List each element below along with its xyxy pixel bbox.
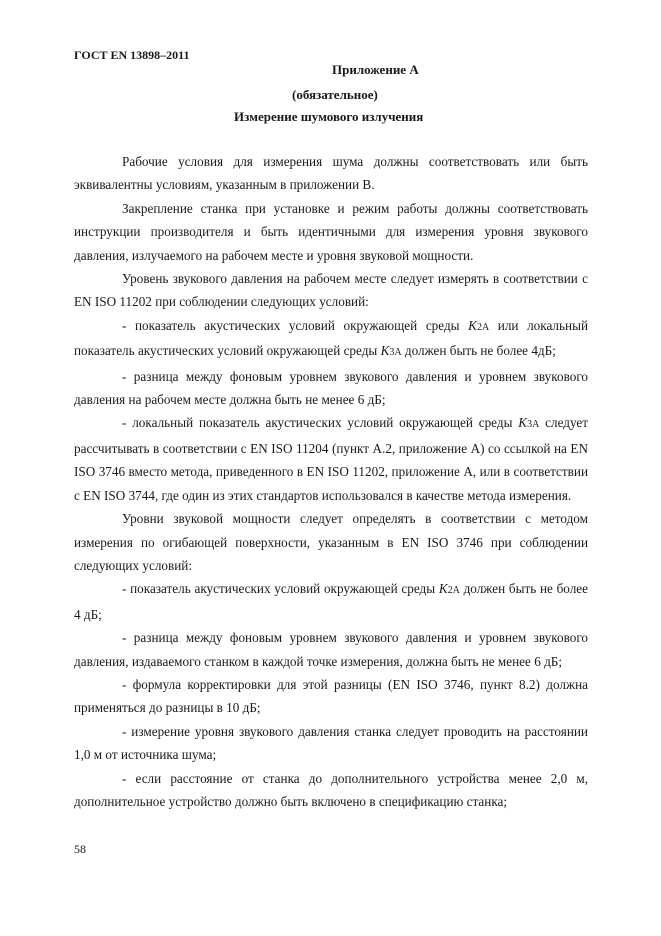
p4-text-pre: - показатель акустических условий окружающей среды: [122, 317, 469, 333]
p8-symbol-k: K: [438, 581, 448, 597]
p4-text-post: должен быть не более 4дБ;: [401, 343, 556, 359]
appendix-title: Приложение А: [332, 62, 419, 77]
p4-symbol-k: K: [468, 317, 477, 333]
paragraph-12: - если расстояние от станка до дополнительного устройства менее 2,0 м, дополнительное устройство должно быть включено в спецификацию станка;: [74, 770, 588, 809]
p4-symbol-k2: K: [380, 343, 390, 359]
paragraph-2: Закрепление станка при установке и режим работы должны соответствовать инструкции производителя и быть идентичными для измерения уровня звукового давления, излучаемого на рабочем месте и уровня звуковой мощности.: [74, 200, 588, 263]
paragraph-8: [74, 577, 588, 626]
paragraph-3: Уровень звукового давления на рабочем месте следует измерять в соответствии с EN ISO 11202 при соблюдении следующих условий:: [74, 271, 588, 310]
document-body: [74, 150, 588, 813]
paragraph-9: - разница между фоновым уровнем звукового давления и уровнем звукового давления, издаваемого станком в каждой точке измерения, должна быть не менее 6 дБ;: [74, 630, 588, 669]
paragraph-7: Уровни звуковой мощности следует определять в соответствии с методом измерения по огибающей поверхности, указанным в EN ISO 3746 при соблюдении следующих условий:: [74, 511, 588, 573]
page-number: 58: [74, 842, 86, 856]
section-title: Измерение шумового излучения: [234, 109, 424, 124]
p4-subscript: 2А: [476, 321, 490, 333]
p8-subscript: 2А: [447, 585, 460, 597]
appendix-type: (обязательное): [292, 87, 378, 102]
paragraph-10: - формула корректировки для этой разницы (EN ISO 3746, пункт 8.2) должна применяться до разницы в 10 дБ;: [74, 676, 588, 716]
p6-subscript: 3А: [527, 419, 540, 431]
p8-text-pre: - показатель акустических условий окружающей среды: [122, 581, 439, 597]
p8-text-post: должен быть не более 4 дБ;: [74, 581, 589, 622]
p6-symbol-k: K: [518, 415, 528, 431]
p4-text-mid: или локальный показатель акустических условий окружающей среды: [74, 317, 589, 359]
p4-subscript2: 3А: [389, 347, 402, 359]
paragraph-1: Рабочие условия для измерения шума должны соответствовать или быть эквивалентны условиям, указанным в приложении В.: [74, 154, 588, 193]
paragraph-4: [74, 314, 588, 365]
document-code: ГОСТ EN 13898–2011: [74, 48, 190, 62]
paragraph-6: [74, 411, 588, 507]
p6-text-post: следует рассчитывать в соответствии с EN ISO 11204 (пункт А.2, приложение А) со ссылкой на EN ISO 3746 вместо метода, приведенного в EN ISO 11202, приложение А, или в соответствии с EN ISO 3744, где один из этих стандартов использовался в качестве метода измерения.: [74, 415, 589, 503]
p6-text-pre: - локальный показатель акустических условий окружающей среды: [122, 415, 519, 431]
paragraph-5: - разница между фоновым уровнем звукового давления и уровнем звукового давления на рабочем месте должна быть не менее 6 дБ;: [74, 368, 588, 408]
paragraph-11: - измерение уровня звукового давления станка следует проводить на расстоянии 1,0 м от источника шума;: [74, 723, 588, 763]
